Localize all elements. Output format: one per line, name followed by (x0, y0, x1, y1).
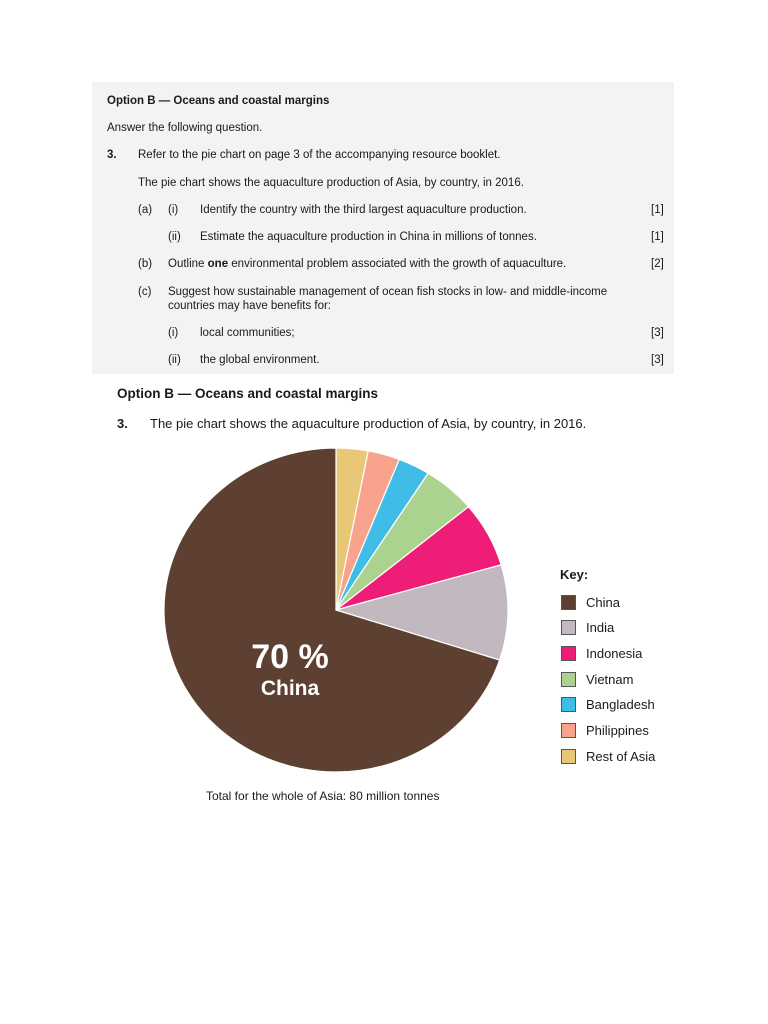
pie-annotation-value: 70 % (251, 638, 329, 676)
part-mark: [1] (651, 231, 664, 243)
legend-item (561, 748, 655, 764)
pie-chart (150, 440, 520, 780)
part-text: local communities; (200, 327, 295, 339)
legend-item (561, 671, 633, 687)
legend-item (561, 723, 649, 739)
legend-label: Bangladesh (586, 697, 655, 713)
legend-label: India (586, 620, 615, 636)
legend-title: Key: (560, 567, 589, 582)
booklet-question-text: The pie chart shows the aquaculture production of Asia, by country, in 2016. (150, 416, 587, 431)
exam-instruction: Answer the following question. (107, 122, 263, 134)
part-mark: [3] (651, 354, 664, 366)
part-text-line-2: countries may have benefits for: (168, 300, 331, 312)
part-mark: [2] (651, 258, 664, 270)
legend-swatch (561, 620, 576, 635)
part-mark: [1] (651, 204, 664, 216)
legend-label: Indonesia (586, 645, 643, 661)
legend-label: Vietnam (586, 671, 634, 687)
subpart-label: (ii) (168, 231, 181, 243)
legend-swatch (561, 595, 576, 610)
part-text-line-1: Suggest how sustainable management of ocean fish stocks in low- and middle-income (168, 286, 608, 298)
legend-swatch (561, 697, 576, 712)
part-label: (b) (138, 258, 153, 270)
total-caption: Total for the whole of Asia: 80 million tonnes (206, 789, 440, 803)
part-text-bold: one (207, 258, 229, 270)
part-text-post: environmental problem associated with the growth of aquaculture. (228, 258, 567, 270)
part-text (168, 258, 566, 270)
subpart-label: (i) (168, 204, 179, 216)
part-text: the global environment. (200, 354, 320, 366)
subpart-label: (i) (168, 327, 179, 339)
legend-label: Rest of Asia (586, 748, 656, 764)
booklet-question-number: 3. (117, 416, 128, 431)
legend-swatch (561, 672, 576, 687)
exam-question-intro-1: Refer to the pie chart on page 3 of the accompanying resource booklet. (138, 149, 501, 161)
legend-item (561, 620, 614, 636)
pie-annotation-label: China (260, 677, 320, 700)
exam-question-intro-2: The pie chart shows the aquaculture production of Asia, by country, in 2016. (138, 177, 524, 189)
legend-label: Philippines (586, 723, 649, 738)
legend-item (561, 594, 620, 610)
exam-section-title: Option B — Oceans and coastal margins (107, 95, 330, 107)
part-mark: [3] (651, 327, 664, 339)
legend-item (561, 697, 655, 713)
legend-label: China (586, 594, 620, 610)
part-text: Identify the country with the third largest aquaculture production. (200, 204, 527, 216)
exam-question-number: 3. (107, 149, 117, 161)
legend-swatch (561, 723, 576, 738)
subpart-label: (ii) (168, 354, 181, 366)
part-text-pre: Outline (168, 258, 208, 270)
legend-swatch (561, 646, 576, 661)
part-label: (a) (138, 204, 153, 216)
legend-item (561, 645, 642, 661)
part-label: (c) (138, 286, 152, 298)
part-text: Estimate the aquaculture production in China in millions of tonnes. (200, 231, 537, 243)
booklet-section-title: Option B — Oceans and coastal margins (117, 386, 379, 401)
legend-swatch (561, 749, 576, 764)
